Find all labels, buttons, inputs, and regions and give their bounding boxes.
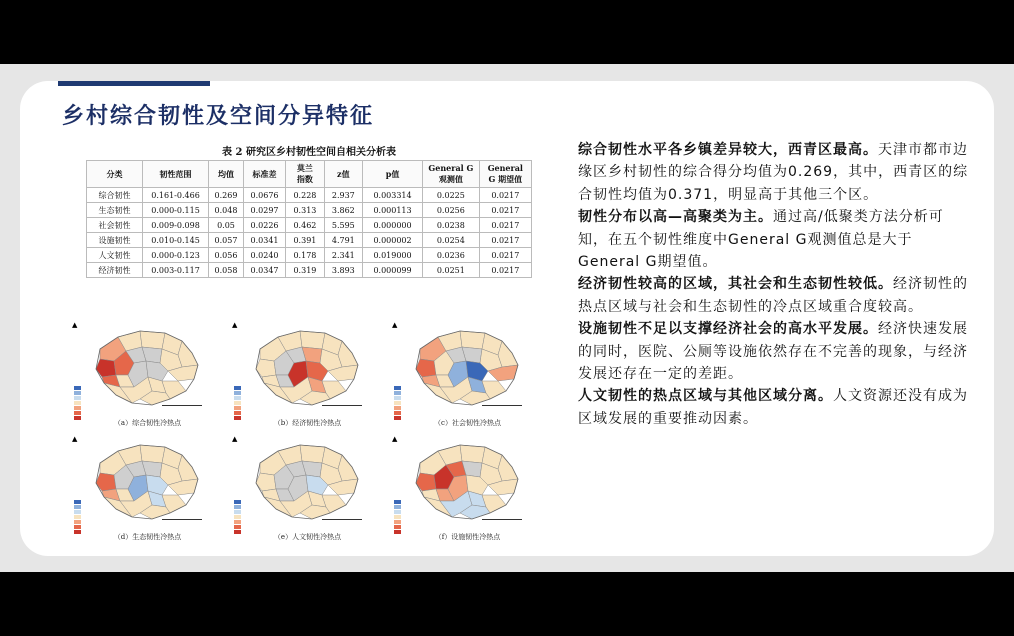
legend-swatch [234, 510, 241, 514]
hotspot-maps-grid [70, 319, 550, 544]
table-cell: 人文韧性 [87, 248, 143, 263]
autocorrelation-table [86, 160, 532, 278]
table-cell: 0.0217 [479, 203, 531, 218]
analysis-paragraph [578, 318, 970, 385]
table-header-cell [423, 161, 480, 188]
table-cell: 0.0240 [243, 248, 285, 263]
table-row [87, 263, 532, 278]
map-region [498, 341, 518, 367]
table-cell: 0.462 [286, 218, 324, 233]
header-line-1: 标准差 [252, 168, 277, 179]
table-caption: 表 2 研究区乡村韧性空间自相关分析表 [222, 147, 396, 158]
slide-card [20, 81, 994, 556]
table-cell: 2.937 [324, 188, 362, 203]
table-header-cell [87, 161, 143, 188]
table-cell: 0.05 [209, 218, 244, 233]
autocorrelation-table-block [86, 143, 532, 278]
table-cell: 0.391 [286, 233, 324, 248]
table-row [87, 218, 532, 233]
paragraph-body: 经济快速发展的同时，医院、公厕等设施依然存在不完善的现象，与经济发展还存在一定的差距。 [578, 321, 968, 383]
legend-swatch [74, 510, 81, 514]
paragraph-headline: 经济韧性较高的区域，其社会和生态韧性较低。 [578, 276, 893, 293]
paragraph-headline: 综合韧性水平各乡镇差异较大，西青区最高。 [578, 142, 878, 158]
map-region [178, 341, 198, 367]
table-cell: 社会韧性 [87, 218, 143, 233]
paragraph-body: 天津市都市边缘区乡村韧性的综合得分均值为0.269，其中，西青区的综合韧性均值为0.371，明显高于其他三个区。 [578, 142, 969, 203]
legend-swatch [74, 505, 81, 509]
map-caption: （e）人文韧性冷热点 [273, 533, 342, 541]
slide-title: 乡村综合韧性及空间分异特征 [62, 103, 375, 129]
hotspot-map-b [230, 319, 385, 431]
analysis-paragraph [578, 139, 970, 206]
header-line-1: p值 [385, 168, 400, 179]
map-region [460, 445, 485, 463]
scale-bar [482, 405, 522, 408]
legend-swatch [394, 386, 401, 390]
table-row [87, 188, 532, 203]
district-map [70, 433, 225, 531]
legend-swatch [394, 520, 401, 524]
table-cell: 0.000-0.115 [142, 203, 208, 218]
legend-swatch [74, 401, 81, 405]
map-caption: （a）综合韧性冷热点 [113, 419, 182, 427]
legend-swatch [234, 525, 241, 529]
north-arrow-icon: ▲ [392, 435, 398, 443]
north-arrow-icon: ▲ [392, 321, 398, 329]
paragraph-headline: 人文韧性的热点区域与其他区域分离。 [578, 388, 833, 405]
table-cell: 综合韧性 [87, 188, 143, 203]
table-cell: 0.000113 [363, 203, 423, 218]
table-cell: 0.003-0.117 [142, 263, 208, 278]
analysis-paragraph [578, 206, 970, 273]
table-cell: 0.0217 [479, 188, 531, 203]
legend-swatch [394, 411, 401, 415]
map-caption: （d）生态韧性冷热点 [113, 533, 182, 541]
legend-swatch [394, 515, 401, 519]
table-header-cell [286, 161, 324, 188]
map-caption: （c）社会韧性冷热点 [434, 419, 501, 427]
table-header-cell [324, 161, 362, 188]
header-line-1: 分类 [106, 168, 123, 179]
table-row [87, 203, 532, 218]
table-cell: 0.0341 [243, 233, 285, 248]
legend-swatch [394, 525, 401, 529]
north-arrow-icon: ▲ [72, 321, 78, 329]
map-region [140, 445, 165, 463]
table-header-cell [479, 161, 531, 188]
legend-swatch [234, 500, 241, 504]
table-cell: 0.009-0.098 [142, 218, 208, 233]
paragraph-headline: 设施韧性不足以支撑经济社会的高水平发展。 [578, 321, 878, 338]
table-header-cell [142, 161, 208, 188]
map-legend [74, 385, 83, 420]
map-region [178, 455, 198, 481]
table-cell: 3.862 [324, 203, 362, 218]
district-map [70, 319, 225, 417]
table-cell: 5.595 [324, 218, 362, 233]
paragraph-body: 通过高/低聚类方法分析可知，在五个韧性维度中General G观测值总是大于General G期望值。 [578, 209, 944, 271]
map-caption: （b）经济韧性冷热点 [273, 419, 342, 427]
header-line-1: z值 [337, 168, 350, 179]
legend-swatch [234, 406, 241, 410]
legend-swatch [394, 391, 401, 395]
paragraph-body: 经济韧性的热点区域与社会和生态韧性的冷点区域重合度较高。 [578, 276, 968, 315]
legend-swatch [74, 396, 81, 400]
table-cell: 0.319 [286, 263, 324, 278]
legend-swatch [74, 520, 81, 524]
map-region [140, 331, 165, 349]
map-region [300, 331, 325, 349]
analysis-paragraph [578, 385, 970, 430]
table-cell: 0.0254 [423, 233, 480, 248]
hotspot-map-e [230, 433, 385, 545]
scale-bar [482, 519, 522, 522]
analysis-paragraph [578, 273, 970, 318]
legend-swatch [394, 401, 401, 405]
table-cell: 0.058 [209, 263, 244, 278]
map-region [460, 331, 485, 349]
scale-bar [322, 405, 362, 408]
paragraph-headline: 韧性分布以高—高聚类为主。 [578, 209, 773, 226]
hotspot-map-c [390, 319, 545, 431]
table-cell: 0.0226 [243, 218, 285, 233]
table-cell: 0.0217 [479, 218, 531, 233]
scale-bar [162, 519, 202, 522]
hotspot-map-f [390, 433, 545, 545]
legend-swatch [394, 510, 401, 514]
scale-bar [162, 405, 202, 408]
legend-swatch [74, 515, 81, 519]
table-cell: 0.000-0.123 [142, 248, 208, 263]
analysis-text [578, 139, 970, 430]
table-cell: 0.269 [209, 188, 244, 203]
table-cell: 设施韧性 [87, 233, 143, 248]
legend-swatch [234, 520, 241, 524]
legend-swatch [394, 505, 401, 509]
legend-swatch [74, 406, 81, 410]
legend-swatch [74, 500, 81, 504]
map-legend [234, 499, 243, 534]
legend-swatch [74, 525, 81, 529]
legend-swatch [234, 505, 241, 509]
paragraph-body: 人文资源还没有成为区域发展的重要推动因素。 [578, 388, 968, 427]
table-cell: 0.0217 [479, 263, 531, 278]
table-cell: 0.019000 [363, 248, 423, 263]
title-accent-bar [58, 81, 210, 86]
north-arrow-icon: ▲ [72, 435, 78, 443]
table-header-cell [363, 161, 423, 188]
table-header-cell [209, 161, 244, 188]
table-cell: 0.0347 [243, 263, 285, 278]
table-cell: 0.313 [286, 203, 324, 218]
table-row [87, 248, 532, 263]
map-legend [234, 385, 243, 420]
table-body [87, 188, 532, 278]
slide-background [0, 64, 1014, 572]
map-region [338, 341, 358, 367]
district-map [390, 319, 545, 417]
table-cell: 0.0217 [479, 248, 531, 263]
table-cell: 0.048 [209, 203, 244, 218]
table-cell: 0.178 [286, 248, 324, 263]
scale-bar [322, 519, 362, 522]
header-line-2: 指数 [296, 174, 313, 184]
legend-swatch [74, 386, 81, 390]
table-cell: 3.893 [324, 263, 362, 278]
district-map [390, 433, 545, 531]
table-cell: 0.0236 [423, 248, 480, 263]
table-header-cell [243, 161, 285, 188]
table-cell: 0.056 [209, 248, 244, 263]
table-cell: 0.161-0.466 [142, 188, 208, 203]
map-region [498, 455, 518, 481]
table-header-row [87, 161, 532, 188]
table-cell: 0.228 [286, 188, 324, 203]
map-region [300, 445, 325, 463]
header-line-1: General [487, 163, 523, 173]
legend-swatch [234, 515, 241, 519]
map-legend [394, 499, 403, 534]
legend-swatch [74, 411, 81, 415]
table-cell: 0.0297 [243, 203, 285, 218]
header-line-2: 观测值 [438, 174, 463, 184]
hotspot-map-a [70, 319, 225, 431]
table-cell: 经济韧性 [87, 263, 143, 278]
map-legend [394, 385, 403, 420]
table-cell: 4.791 [324, 233, 362, 248]
district-map [230, 433, 385, 531]
table-cell: 0.003314 [363, 188, 423, 203]
district-map [230, 319, 385, 417]
legend-swatch [234, 411, 241, 415]
legend-swatch [234, 401, 241, 405]
header-line-1: 韧性范围 [159, 168, 192, 179]
legend-swatch [234, 391, 241, 395]
table-cell: 0.0676 [243, 188, 285, 203]
table-cell: 0.000099 [363, 263, 423, 278]
map-region [338, 455, 358, 481]
table-cell: 0.010-0.145 [142, 233, 208, 248]
table-cell: 0.0217 [479, 233, 531, 248]
north-arrow-icon: ▲ [232, 321, 238, 329]
map-legend [74, 499, 83, 534]
header-line-1: 莫兰 [296, 163, 313, 173]
legend-swatch [394, 500, 401, 504]
header-line-1: General G [428, 163, 474, 173]
table-cell: 0.057 [209, 233, 244, 248]
table-cell: 0.0256 [423, 203, 480, 218]
table-cell: 0.000000 [363, 218, 423, 233]
legend-swatch [234, 386, 241, 390]
legend-swatch [74, 391, 81, 395]
header-line-2: G 期望值 [488, 174, 523, 184]
table-cell: 2.341 [324, 248, 362, 263]
hotspot-map-d [70, 433, 225, 545]
map-caption: （f）设施韧性冷热点 [434, 533, 501, 541]
table-row [87, 233, 532, 248]
table-cell: 0.0238 [423, 218, 480, 233]
legend-swatch [234, 396, 241, 400]
table-cell: 0.0251 [423, 263, 480, 278]
header-line-1: 均值 [217, 168, 234, 179]
north-arrow-icon: ▲ [232, 435, 238, 443]
legend-swatch [394, 406, 401, 410]
table-cell: 0.000002 [363, 233, 423, 248]
table-cell: 生态韧性 [87, 203, 143, 218]
table-cell: 0.0225 [423, 188, 480, 203]
legend-swatch [394, 396, 401, 400]
